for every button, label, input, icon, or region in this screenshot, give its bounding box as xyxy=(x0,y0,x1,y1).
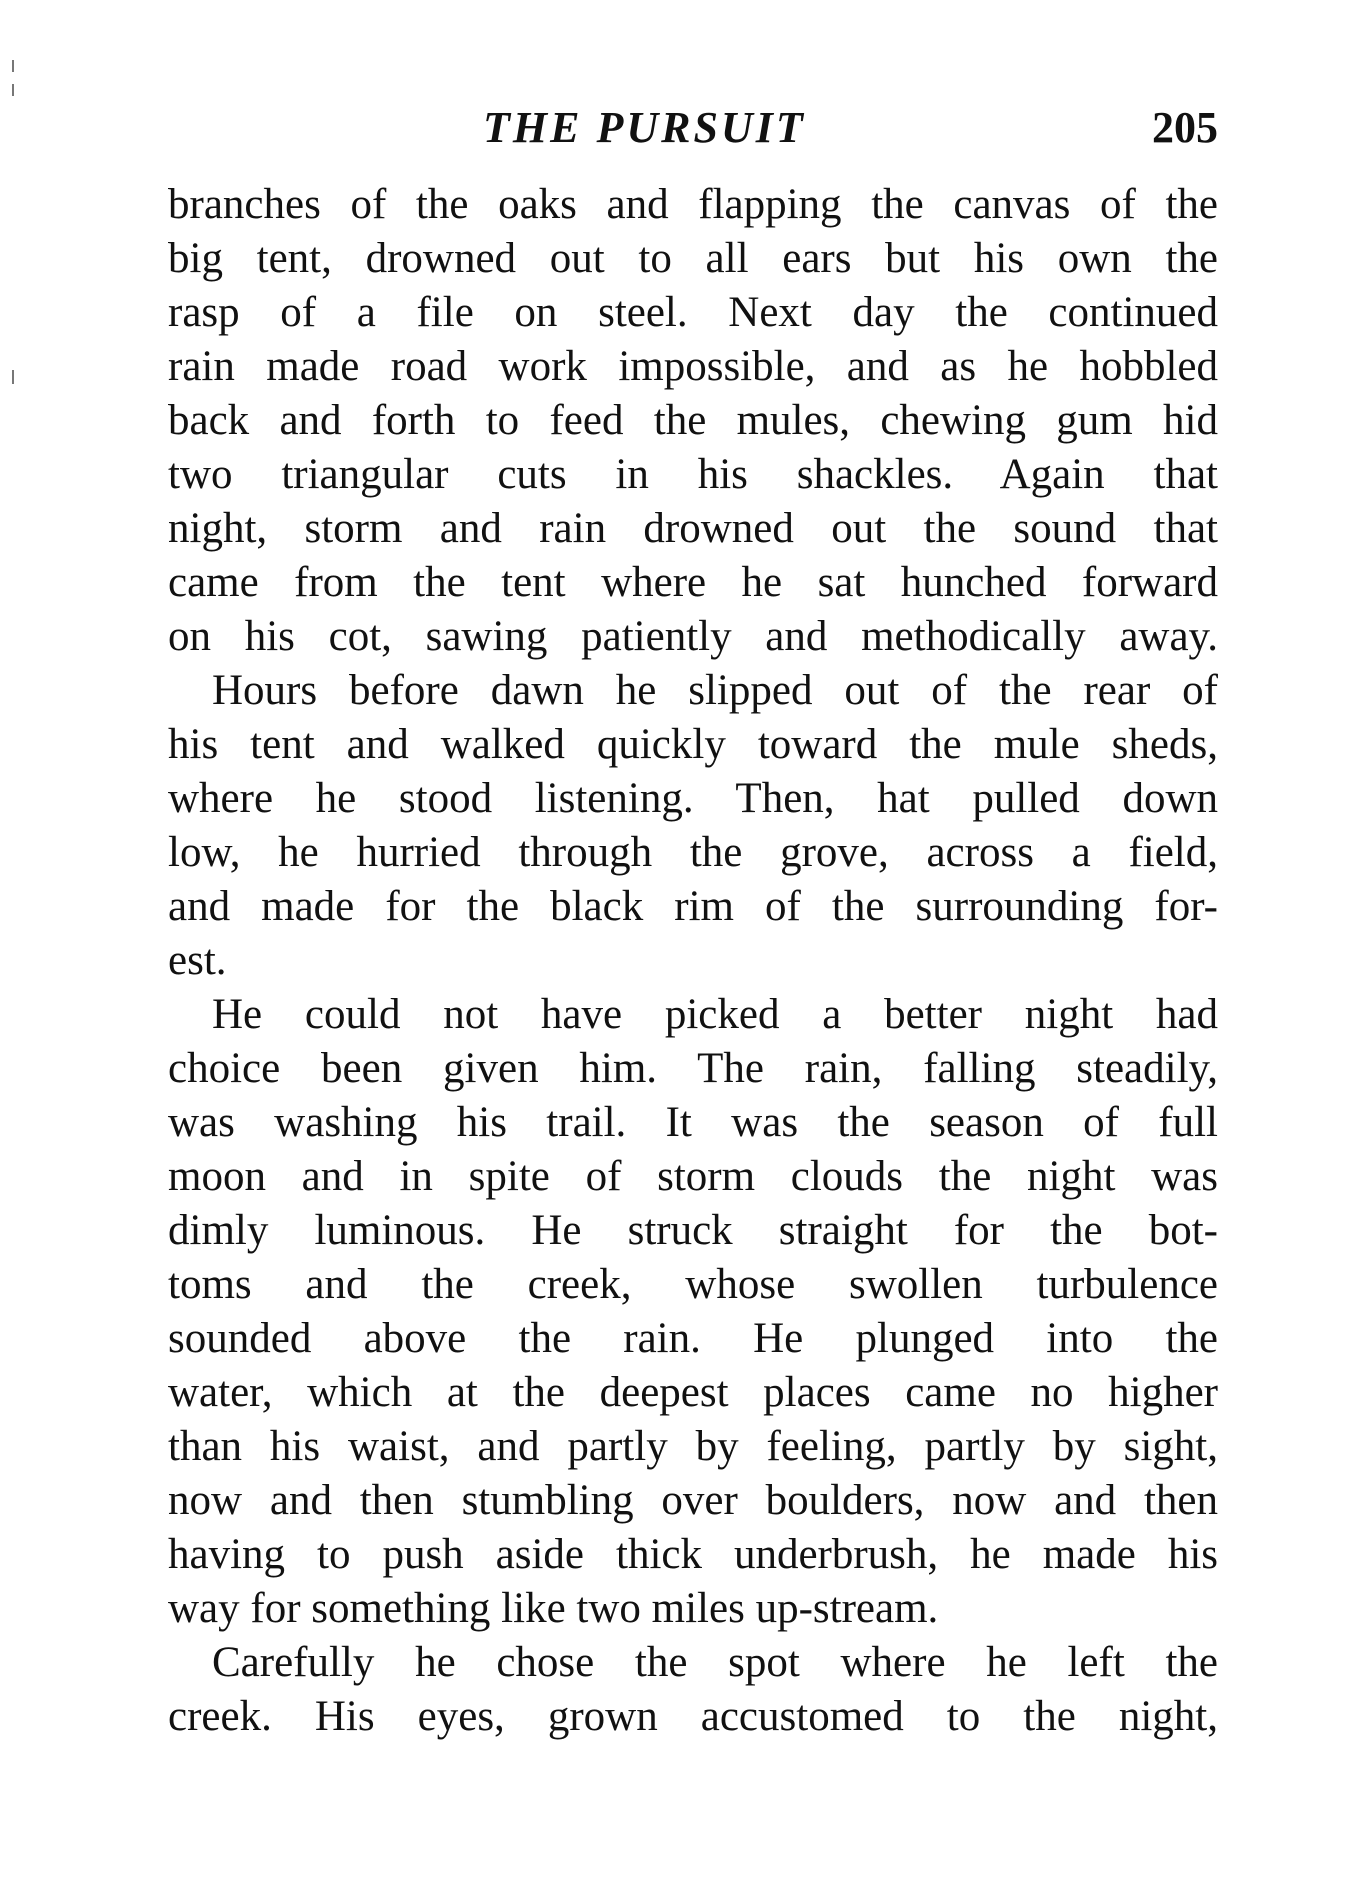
text-line: low, he hurried through the grove, across a field, xyxy=(168,829,1218,876)
text-line: now and then stumbling over boulders, now and then xyxy=(168,1477,1218,1524)
paragraph-4 xyxy=(168,1636,1218,1744)
text-line: Carefully he chose the spot where he left the xyxy=(212,1639,1218,1686)
running-title: THE PURSUIT xyxy=(483,103,806,152)
text-line: He could not have picked a better night had xyxy=(212,991,1218,1038)
text-line: two triangular cuts in his shackles. Again that xyxy=(168,451,1218,498)
text-line: night, storm and rain drowned out the sound that xyxy=(168,505,1218,552)
paragraph-3 xyxy=(168,988,1218,1636)
text-line: moon and in spite of storm clouds the night was xyxy=(168,1153,1218,1200)
text-line: and made for the black rim of the surrounding for- xyxy=(168,883,1218,930)
text-line: came from the tent where he sat hunched forward xyxy=(168,559,1218,606)
page-number: 205 xyxy=(1152,103,1218,152)
text-line: big tent, drowned out to all ears but his own the xyxy=(168,235,1218,282)
text-line: branches of the oaks and flapping the canvas of the xyxy=(168,181,1218,228)
gutter-mark xyxy=(12,84,14,96)
text-line: dimly luminous. He struck straight for the bot- xyxy=(168,1207,1218,1254)
running-head xyxy=(168,98,1218,158)
paragraph-2 xyxy=(168,664,1218,988)
gutter-mark xyxy=(12,60,14,72)
paragraph-1 xyxy=(168,178,1218,664)
text-line: sounded above the rain. He plunged into the xyxy=(168,1315,1218,1362)
text-line: Hours before dawn he slipped out of the rear of xyxy=(212,667,1218,714)
text-line: water, which at the deepest places came no higher xyxy=(168,1369,1218,1416)
body-text xyxy=(168,178,1218,1744)
text-line: having to push aside thick underbrush, he made his xyxy=(168,1531,1218,1578)
text-line: on his cot, sawing patiently and methodically away. xyxy=(168,613,1218,660)
text-line: back and forth to feed the mules, chewing gum hid xyxy=(168,397,1218,444)
text-line: toms and the creek, whose swollen turbulence xyxy=(168,1261,1218,1308)
text-line: than his waist, and partly by feeling, partly by sight, xyxy=(168,1423,1218,1470)
text-line: est. xyxy=(168,937,227,984)
text-line: choice been given him. The rain, falling steadily, xyxy=(168,1045,1218,1092)
text-line: was washing his trail. It was the season of full xyxy=(168,1099,1218,1146)
gutter-mark xyxy=(12,370,14,384)
text-line: where he stood listening. Then, hat pulled down xyxy=(168,775,1218,822)
text-line: his tent and walked quickly toward the mule sheds, xyxy=(168,721,1218,768)
text-line: rasp of a file on steel. Next day the continued xyxy=(168,289,1218,336)
text-line: way for something like two miles up-stream. xyxy=(168,1585,939,1632)
text-line: creek. His eyes, grown accustomed to the night, xyxy=(168,1693,1218,1740)
text-line: rain made road work impossible, and as he hobbled xyxy=(168,343,1218,390)
